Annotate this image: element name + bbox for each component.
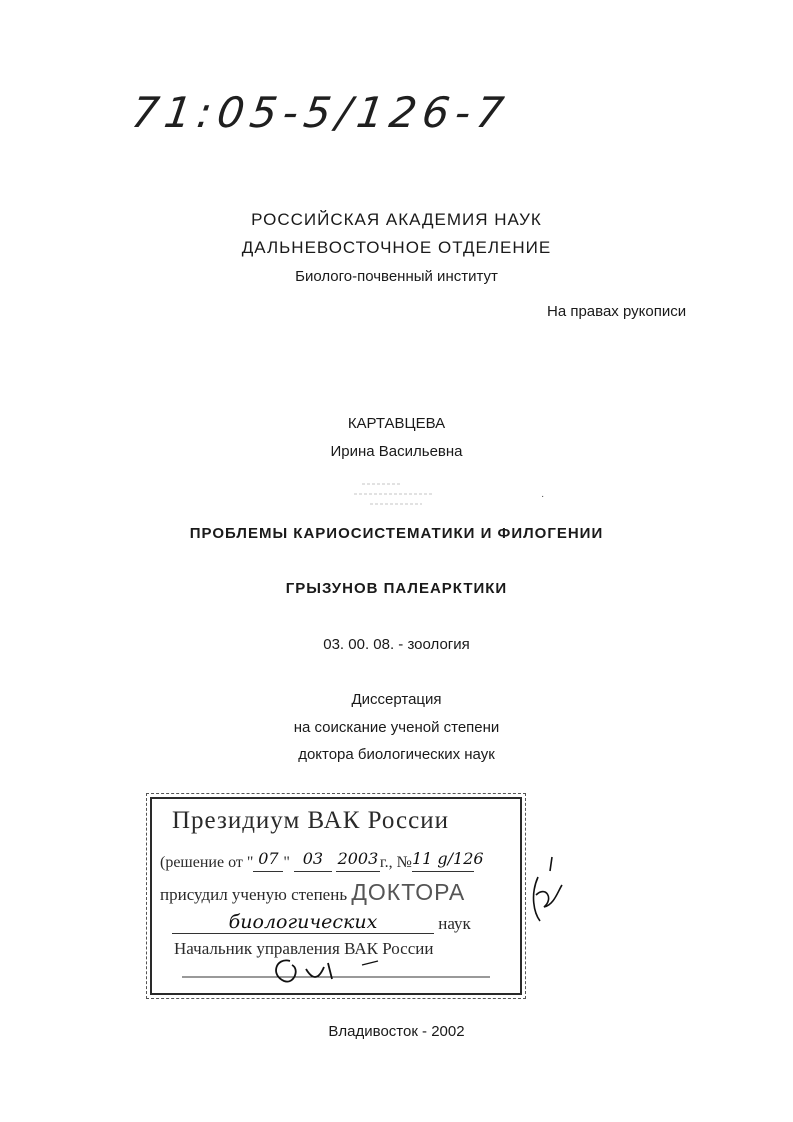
vak-heading: Президиум ВАК России (172, 807, 449, 834)
vak-stamp (150, 797, 522, 995)
faint-library-stamp (340, 476, 480, 514)
awarded-text: присудил ученую степень (160, 885, 348, 904)
title-line-1: ПРОБЛЕМЫ КАРИОСИСТЕМАТИКИ И ФИЛОГЕНИИ (189, 525, 604, 542)
decision-year: 2003 (336, 849, 380, 872)
vak-head-title: Начальник управления ВАК России (174, 939, 434, 958)
branch-name: ДАЛЬНЕВОСТОЧНОЕ ОТДЕЛЕНИЕ (241, 238, 552, 257)
place-and-year: Владивосток - 2002 (328, 1023, 465, 1040)
vak-field-line (172, 911, 471, 934)
head-signature (172, 955, 492, 989)
side-initials (526, 855, 566, 925)
vak-awarded-line (160, 879, 465, 906)
degree-purpose: на соискание ученой степени (293, 719, 500, 736)
institute-name: Биолого-почвенный институт (295, 268, 498, 285)
author-given-names: Ирина Васильевна (330, 443, 463, 460)
decision-quote: " (283, 854, 290, 871)
title-line-2: ГРЫЗУНОВ ПАЛЕАРКТИКИ (285, 580, 508, 597)
author-surname: КАРТАВЦЕВА (347, 415, 446, 432)
faint-stamp-graphic (340, 476, 480, 514)
archive-number: 71:05-5/126-7 (128, 88, 513, 137)
vak-decision-line (160, 849, 484, 872)
degree-field: биологических (172, 911, 434, 934)
dot-mark: · (541, 491, 545, 502)
degree-level: ДОКТОРА (351, 879, 466, 905)
decision-day: 07 (253, 849, 283, 872)
decision-month: 03 (294, 849, 332, 872)
decision-prefix: (решение от " (160, 854, 254, 871)
field-suffix: наук (438, 914, 471, 933)
manuscript-note: На правах рукописи (547, 303, 687, 320)
specialty-code: 03. 00. 08. - зоология (323, 636, 470, 653)
decision-number: 11 g/126 (412, 849, 474, 872)
dissertation-label: Диссертация (351, 691, 442, 708)
academy-name: РОССИЙСКАЯ АКАДЕМИЯ НАУК (251, 210, 542, 229)
decision-year-suffix: г., № (379, 854, 412, 871)
degree-name: доктора биологических наук (298, 746, 495, 763)
